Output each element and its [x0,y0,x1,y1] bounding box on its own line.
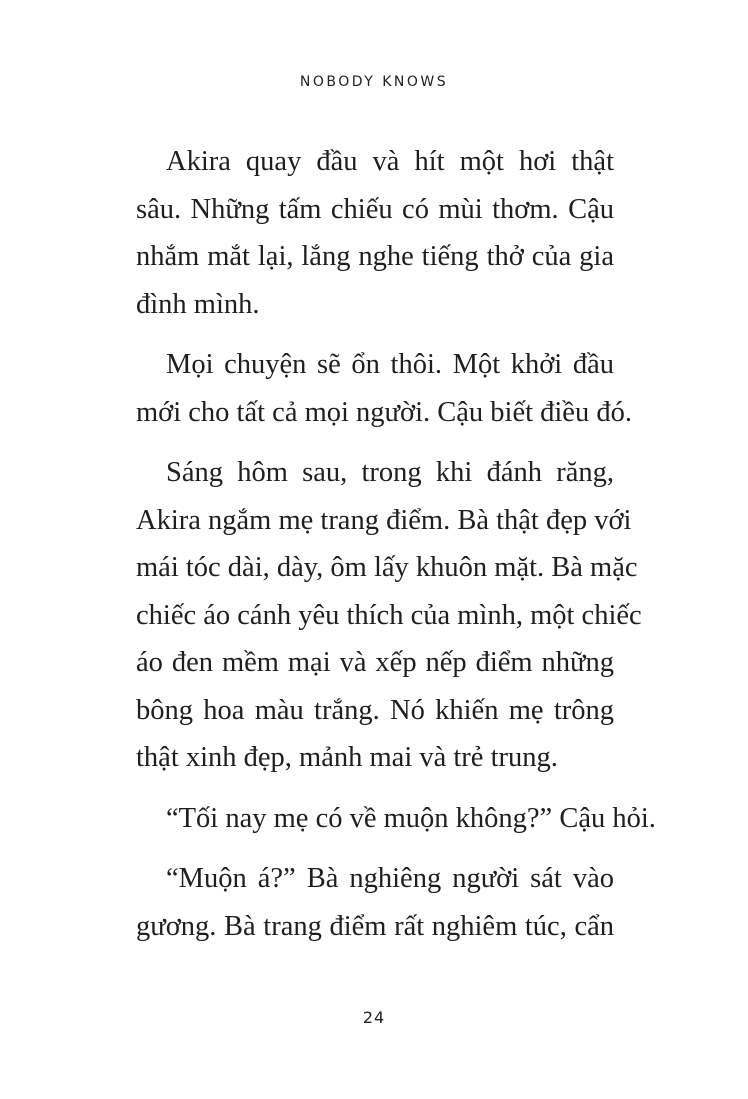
text-line: đình mình. [136,288,260,320]
text-line: mái tóc dài, dày, ôm lấy khuôn mặt. Bà mặc [136,552,638,583]
paragraph [136,341,632,436]
text-line: chiếc áo cánh yêu thích của mình, một chiếc [136,599,642,631]
paragraph [136,138,614,328]
text-line: mới cho tất cả mọi người. Cậu biết điều đó. [136,396,632,428]
text-line: “Muộn á?” Bà nghiêng người sát vào [166,863,614,894]
text-line: bông hoa màu trắng. Nó khiến mẹ trông [136,694,614,726]
text-line: Sáng hôm sau, trong khi đánh răng, [166,457,614,488]
paragraph [136,795,656,843]
paragraph [136,449,642,782]
text-line: sâu. Những tấm chiếu có mùi thơm. Cậu [136,193,614,225]
page-number: 24 [362,1008,386,1027]
text-line: áo đen mềm mại và xếp nếp điểm những [136,647,614,678]
text-line: nhắm mắt lại, lắng nghe tiếng thở của gia [136,241,614,272]
text-line: “Tối nay mẹ có về muộn không?” Cậu hỏi. [166,802,656,834]
text-line: Akira ngắm mẹ trang điểm. Bà thật đẹp với [136,504,632,536]
body-text [136,138,656,963]
text-line: Mọi chuyện sẽ ổn thôi. Một khởi đầu [166,349,614,380]
text-line: Akira quay đầu và hít một hơi thật [166,146,614,177]
text-line: thật xinh đẹp, mảnh mai và trẻ trung. [136,742,558,773]
text-line: gương. Bà trang điểm rất nghiêm túc, cẩn [136,910,614,942]
running-head: NOBODY KNOWS [299,74,449,90]
paragraph [136,855,614,950]
